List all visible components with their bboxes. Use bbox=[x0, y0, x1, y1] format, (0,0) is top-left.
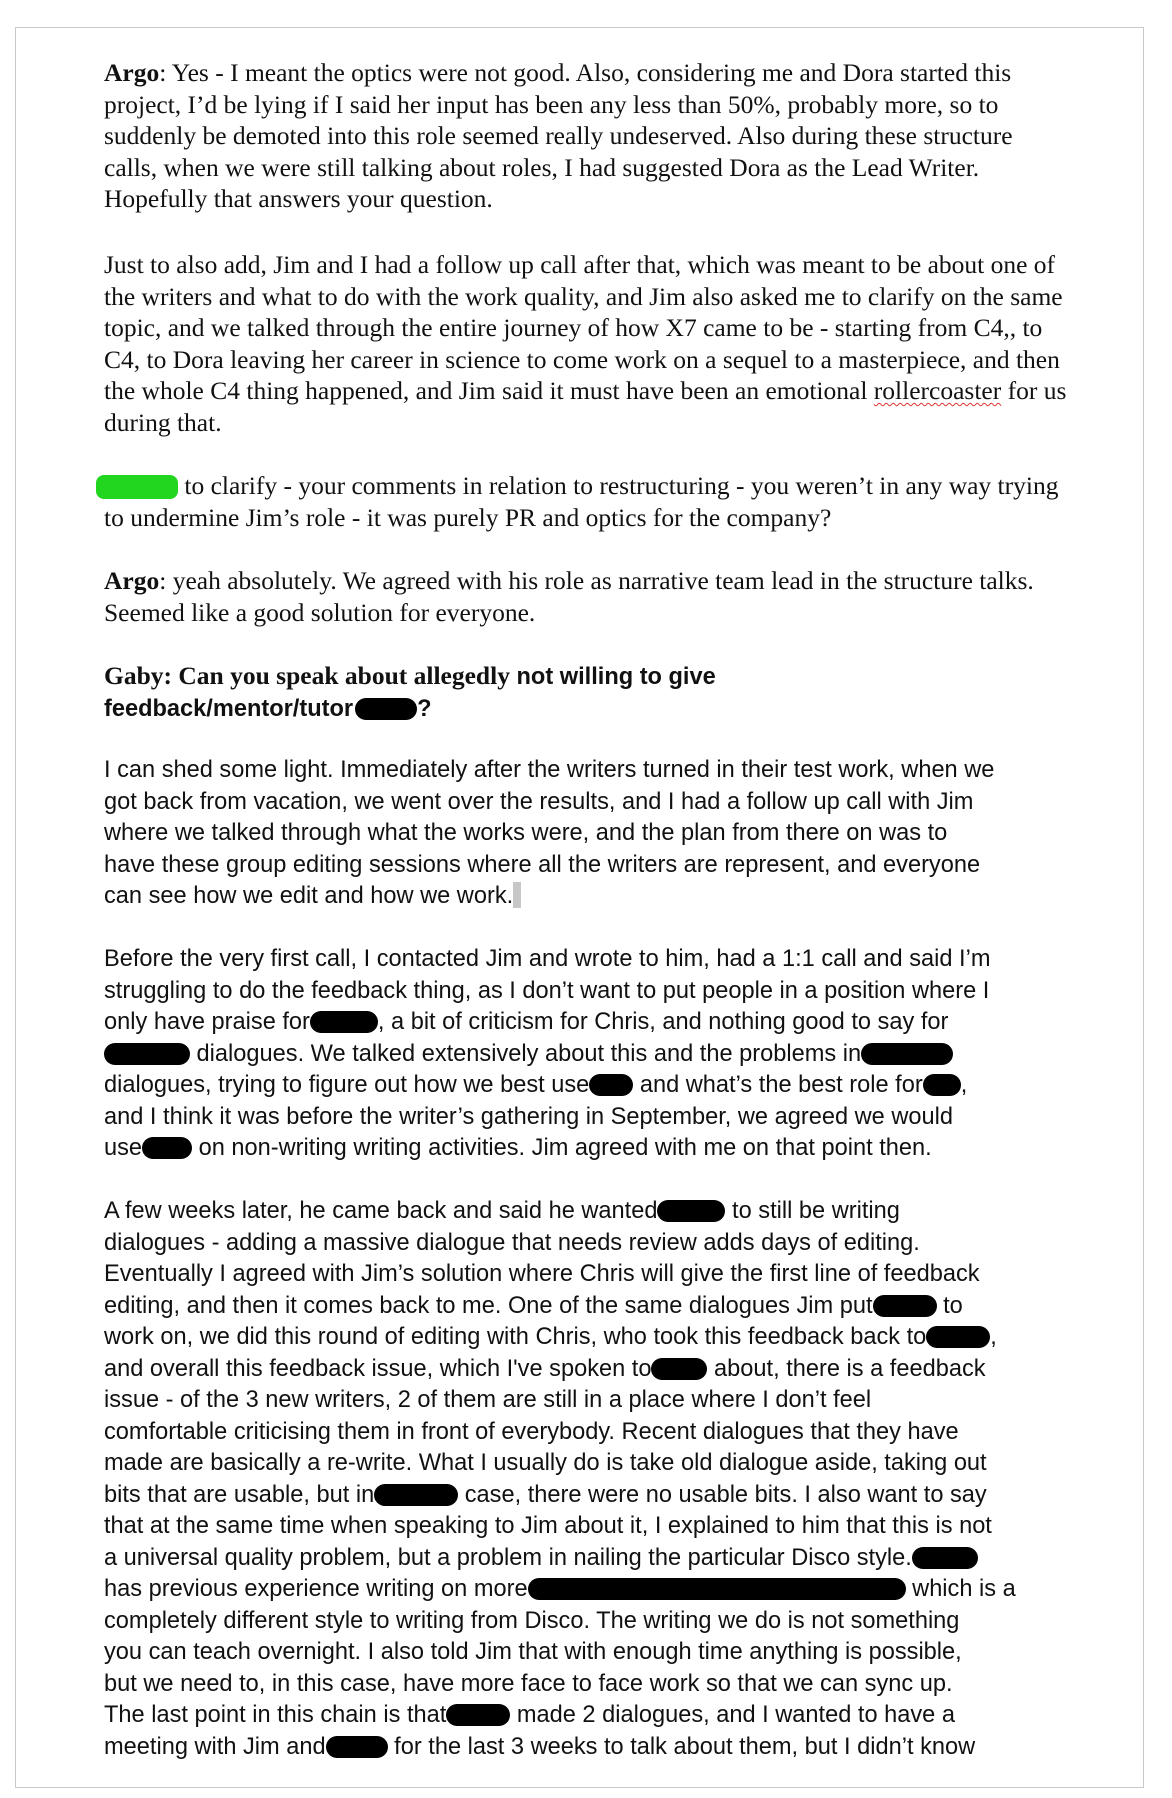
redaction-mark bbox=[589, 1074, 633, 1096]
text-line bbox=[104, 1480, 1144, 1512]
text: , a bit of criticism for Chris, and nothing good to say for bbox=[377, 1009, 949, 1035]
text: : Yes - I meant the optics were not good. Also, considering me and Dora started this bbox=[159, 58, 1012, 87]
text: use bbox=[104, 1135, 143, 1161]
text-cursor bbox=[513, 882, 521, 908]
text: only have praise for bbox=[104, 1009, 310, 1035]
text: a universal quality problem, but a problem in nailing the particular Disco style. bbox=[104, 1544, 912, 1571]
redaction-mark bbox=[926, 1326, 990, 1348]
text-line: but we need to, in this case, have more face to face work so that we can sync up. bbox=[104, 1670, 953, 1697]
redaction-mark bbox=[923, 1074, 961, 1096]
redaction-mark bbox=[861, 1043, 953, 1065]
text: the whole C4 thing happened, and Jim said it must have been an emotional bbox=[104, 376, 874, 405]
text-line bbox=[104, 881, 1144, 913]
text-line: dialogues - adding a massive dialogue that needs review adds days of editing. bbox=[104, 1229, 920, 1256]
text: can see how we edit and how we work. bbox=[104, 883, 514, 909]
text-line bbox=[104, 1070, 1144, 1102]
text-line: issue - of the 3 new writers, 2 of them are still in a place where I don’t feel bbox=[104, 1387, 872, 1413]
text: and overall this feedback issue, which I've spoken to bbox=[104, 1355, 652, 1382]
text: has previous experience writing on more bbox=[104, 1576, 528, 1602]
text-line: to undermine Jim’s role - it was purely PR and optics for the company? bbox=[104, 502, 832, 532]
text: dialogues, trying to figure out how we best use bbox=[104, 1072, 590, 1098]
paragraph-shed-light bbox=[104, 755, 1144, 913]
text: to still be writing bbox=[725, 1198, 900, 1224]
question-serif-part: Gaby: Can you speak about allegedly bbox=[104, 661, 510, 690]
speaker-name: Argo bbox=[104, 58, 160, 87]
text-line: where we talked through what the works were, and the plan from there on was to bbox=[104, 820, 948, 846]
text: feedback/mentor/tutor bbox=[104, 695, 354, 722]
text-line: Just to also add, Jim and I had a follow up call after that, which was meant to be about one of bbox=[104, 250, 1056, 279]
text-line: have these group editing sessions where all the writers are represent, and everyone bbox=[104, 851, 981, 878]
text-line bbox=[104, 1291, 1144, 1323]
text: editing, and then it comes back to me. One of the same dialogues Jim put bbox=[104, 1292, 873, 1319]
redaction-mark bbox=[310, 1011, 378, 1033]
text-line bbox=[96, 470, 1136, 502]
text: for us bbox=[1001, 376, 1067, 405]
text-line: and I think it was before the writer’s gathering in September, we agreed we would bbox=[104, 1103, 953, 1130]
text-line bbox=[104, 565, 1144, 597]
text-line: Seemed like a good solution for everyone. bbox=[104, 597, 536, 627]
text: which is a bbox=[905, 1576, 1016, 1602]
text-line: calls, when we were still talking about roles, I had suggested Dora as the Lead Writer. bbox=[104, 152, 980, 182]
text-line bbox=[104, 694, 1144, 726]
text: work on, we did this round of editing with Chris, who took this feedback back to bbox=[104, 1324, 927, 1350]
redaction-highlight-green bbox=[96, 475, 178, 499]
text-line: Before the very first call, I contacted Jim and wrote to him, had a 1:1 call and said I’m bbox=[104, 946, 991, 972]
misspelled-word: rollercoaster bbox=[873, 376, 1002, 405]
text-line: that at the same time when speaking to Jim about it, I explained to him that this is not bbox=[104, 1513, 992, 1539]
text-line: I can shed some light. Immediately after the writers turned in their test work, when we bbox=[104, 757, 995, 783]
text-line: completely different style to writing from Disco. The writing we do is not something bbox=[104, 1607, 960, 1634]
text-line bbox=[104, 1543, 1144, 1575]
text-line bbox=[104, 1039, 1144, 1071]
text: and what’s the best role for bbox=[633, 1072, 923, 1098]
text-line: during that. bbox=[104, 407, 222, 437]
paragraph-argo-optics bbox=[104, 57, 1144, 215]
text: bits that are usable, but in bbox=[104, 1481, 375, 1508]
text-line: you can teach overnight. I also told Jim that with enough time anything is possible, bbox=[104, 1639, 962, 1665]
text-line: suddenly be demoted into this role seemed really undeserved. Also during these structure bbox=[104, 121, 1013, 150]
question-heading bbox=[104, 660, 1144, 725]
text-line bbox=[104, 1700, 1144, 1732]
text-line bbox=[104, 660, 1144, 694]
text-line bbox=[104, 1732, 1144, 1764]
text-line bbox=[104, 1007, 1144, 1039]
paragraph-argo-agreed bbox=[104, 565, 1144, 628]
paragraph-clarify-question bbox=[96, 470, 1136, 533]
text-line bbox=[104, 1196, 1144, 1228]
text: , bbox=[960, 1072, 968, 1098]
redaction-mark bbox=[104, 1043, 190, 1065]
redaction-mark bbox=[528, 1578, 906, 1600]
redaction-mark bbox=[142, 1137, 192, 1159]
text-line: Hopefully that answers your question. bbox=[104, 184, 493, 213]
redaction-mark bbox=[912, 1547, 978, 1569]
redaction-mark bbox=[374, 1484, 458, 1506]
text: on non-writing writing activities. Jim agreed with me on that point then. bbox=[192, 1135, 932, 1161]
redaction-mark bbox=[873, 1295, 937, 1317]
text: The last point in this chain is that bbox=[104, 1702, 447, 1728]
text: to bbox=[936, 1292, 963, 1319]
text-line: the writers and what to do with the work quality, and Jim also asked me to clarify on the same bbox=[104, 281, 1063, 311]
speaker-name: Argo bbox=[104, 566, 160, 595]
text: to clarify - your comments in relation to restructuring - you weren’t in any way trying bbox=[178, 471, 1059, 500]
text: : yeah absolutely. We agreed with his role as narrative team lead in the structure talks. bbox=[159, 566, 1034, 595]
text: meeting with Jim and bbox=[104, 1733, 326, 1760]
paragraph-few-weeks-later bbox=[104, 1196, 1144, 1763]
text: dialogues. We talked extensively about this and the problems in bbox=[190, 1040, 862, 1067]
text-line: made are basically a re-write. What I usually do is take old dialogue aside, taking out bbox=[104, 1450, 987, 1476]
text-line: topic, and we talked through the entire journey of how X7 came to be - starting from C4,, to bbox=[104, 313, 1043, 342]
text-line: struggling to do the feedback thing, as I don’t want to put people in a position where I bbox=[104, 977, 990, 1004]
text-line: C4, to Dora leaving her career in science to come work on a sequel to a masterpiece, and then bbox=[104, 344, 1060, 374]
text-line bbox=[104, 1354, 1144, 1386]
text-line: got back from vacation, we went over the results, and I had a follow up call with Jim bbox=[104, 788, 974, 815]
text: about, there is a feedback bbox=[707, 1355, 986, 1382]
text-line: Eventually I agreed with Jim’s solution where Chris will give the first line of feedback bbox=[104, 1261, 980, 1287]
text: , bbox=[990, 1324, 997, 1350]
paragraph-follow-up-call bbox=[104, 249, 1144, 438]
redaction-mark bbox=[355, 698, 417, 720]
text-line bbox=[104, 1574, 1144, 1606]
redaction-mark bbox=[446, 1704, 510, 1726]
text: for the last 3 weeks to talk about them, but I didn’t know bbox=[387, 1733, 976, 1760]
text-line bbox=[104, 1133, 1144, 1165]
redaction-mark bbox=[326, 1736, 388, 1758]
text: case, there were no usable bits. I also want to say bbox=[458, 1481, 987, 1508]
text-line bbox=[104, 1322, 1144, 1354]
text-line bbox=[104, 57, 1144, 89]
text-line: comfortable criticising them in front of everybody. Recent dialogues that they have bbox=[104, 1418, 959, 1445]
redaction-mark bbox=[657, 1200, 725, 1222]
text: A few weeks later, he came back and said he wanted bbox=[104, 1198, 658, 1224]
text-line bbox=[104, 375, 1144, 407]
text: ? bbox=[417, 695, 432, 722]
text-line: project, I’d be lying if I said her input has been any less than 50%, probably more, so to bbox=[104, 89, 999, 119]
text: not willing to give bbox=[509, 664, 716, 690]
paragraph-first-call bbox=[104, 944, 1144, 1165]
redaction-mark bbox=[651, 1358, 707, 1380]
text: made 2 dialogues, and I wanted to have a bbox=[510, 1702, 955, 1728]
